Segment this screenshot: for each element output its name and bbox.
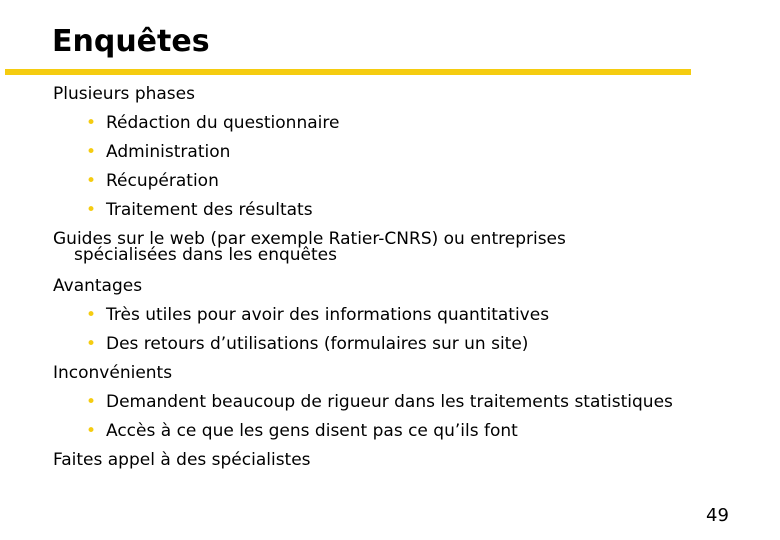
bullet-icon: •: [86, 305, 97, 325]
bullet-icon: •: [86, 421, 97, 441]
sub-point: [53, 417, 753, 446]
sub-point-text: Accès à ce que les gens disent pas ce qu’ils font: [106, 421, 518, 441]
sub-point-text: Très utiles pour avoir des informations quantitatives: [106, 305, 550, 325]
point-phases: Plusieurs phases: [53, 84, 195, 104]
sub-point: [53, 109, 753, 138]
sub-point-text: Traitement des résultats: [106, 200, 313, 220]
bullet-icon: •: [86, 392, 97, 412]
point-drawbacks: Inconvénients: [53, 363, 173, 383]
title-underline: [5, 69, 691, 75]
bullet-icon: •: [86, 334, 97, 354]
sub-point-text: Demandent beaucoup de rigueur dans les traitements statistiques: [106, 392, 673, 412]
sub-point: [53, 388, 753, 417]
sub-point: [53, 301, 753, 330]
point-guides: [53, 225, 753, 264]
sub-point-text: Administration: [106, 142, 231, 162]
point-specialists: Faites appel à des spécialistes: [53, 450, 311, 470]
point-guides-line2: spécialisées dans les enquêtes: [74, 245, 338, 265]
sub-point: [53, 330, 753, 359]
bullet-icon: •: [86, 142, 97, 162]
slide-body: [53, 80, 753, 475]
sub-point: [53, 196, 753, 225]
sub-point: [53, 138, 753, 167]
page-number: 49: [706, 505, 729, 526]
bullet-icon: •: [86, 113, 97, 133]
bullet-icon: •: [86, 171, 97, 191]
point-advantages: Avantages: [53, 276, 143, 296]
sub-point-text: Des retours d’utilisations (formulaires sur un site): [106, 334, 529, 354]
sub-point-text: Récupération: [106, 171, 219, 191]
sub-point-text: Rédaction du questionnaire: [106, 113, 340, 133]
sub-point: [53, 167, 753, 196]
bullet-icon: •: [86, 200, 97, 220]
point-guides-line1: Guides sur le web (par exemple Ratier-CNRS) ou entreprises: [53, 229, 566, 249]
slide-title: Enquêtes: [52, 24, 210, 59]
